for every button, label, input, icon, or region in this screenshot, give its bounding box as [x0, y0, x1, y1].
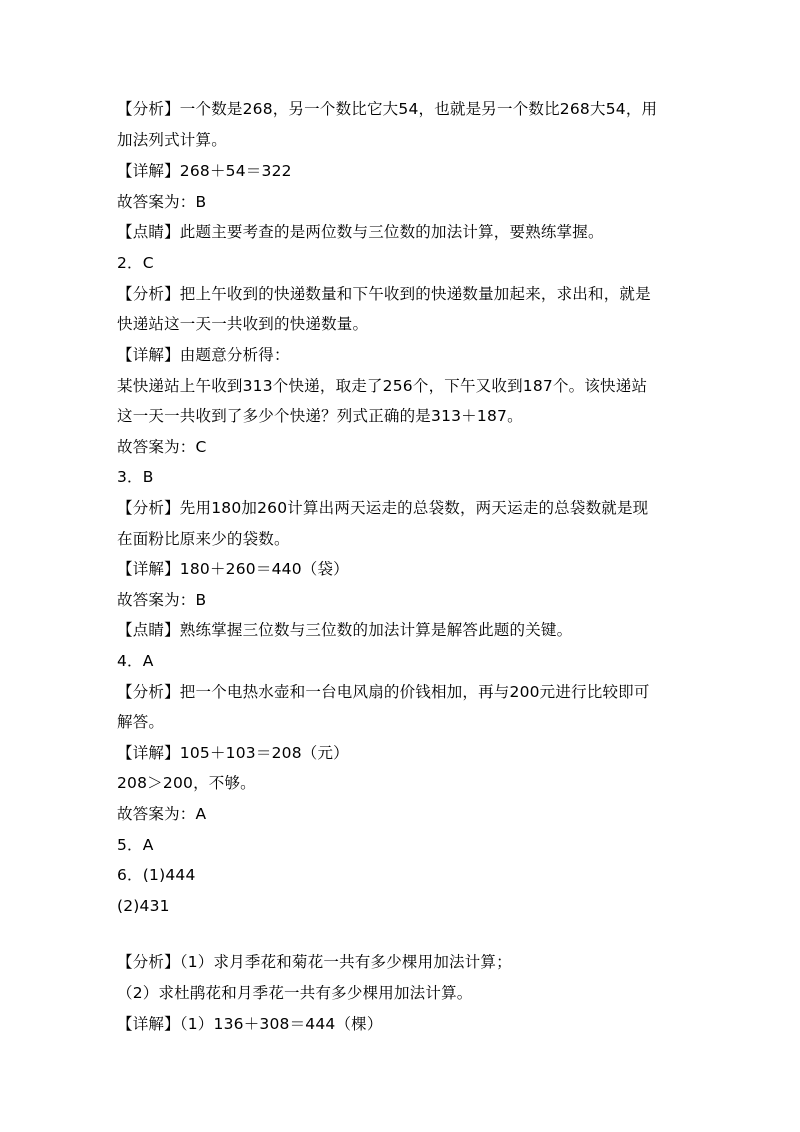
text-line: 【分析】先用180加260计算出两天运走的总袋数，两天运走的总袋数就是现 — [117, 499, 649, 517]
text-line: 【分析】一个数是268，另一个数比它大54，也就是另一个数比268大54，用 — [117, 100, 658, 118]
text-line: 某快递站上午收到313个快递，取走了256个，下午又收到187个。该快递站 — [117, 377, 648, 395]
text-line: (2)431 — [117, 897, 170, 915]
text-line: （2）求杜鹃花和月季花一共有多少棵用加法计算。 — [117, 984, 473, 1002]
text-line: 故答案为：B — [117, 193, 207, 211]
text-line: 【分析】把一个电热水壶和一台电风扇的价钱相加，再与200元进行比较即可 — [117, 683, 650, 701]
text-line: 【点睛】此题主要考查的是两位数与三位数的加法计算，要熟练掌握。 — [117, 223, 604, 241]
text-line: 5．A — [117, 836, 154, 854]
text-line: 解答。 — [117, 713, 165, 731]
text-line: 【详解】由题意分析得： — [117, 346, 290, 364]
text-line: 【点睛】熟练掌握三位数与三位数的加法计算是解答此题的关键。 — [117, 621, 573, 639]
text-line: 故答案为：C — [117, 438, 207, 456]
text-line: 3．B — [117, 468, 154, 486]
text-line: 【分析】（1）求月季花和菊花一共有多少棵用加法计算； — [117, 953, 512, 971]
text-line: 故答案为：B — [117, 591, 207, 609]
text-line: 故答案为：A — [117, 805, 207, 823]
text-line: 【详解】105＋103＝208（元） — [117, 744, 349, 762]
text-line: 快递站这一天一共收到的快递数量。 — [117, 315, 369, 333]
text-line: 在面粉比原来少的袋数。 — [117, 530, 290, 548]
text-line: 【详解】180＋260＝440（袋） — [117, 560, 349, 578]
text-line: 4．A — [117, 652, 154, 670]
text-line: 2．C — [117, 254, 154, 272]
text-line: 208＞200，不够。 — [117, 774, 256, 792]
text-line: 【详解】（1）136＋308＝444（棵） — [117, 1015, 383, 1033]
text-line: 【分析】把上午收到的快递数量和下午收到的快递数量加起来，求出和，就是 — [117, 285, 651, 303]
text-line: 【详解】268＋54＝322 — [117, 162, 292, 180]
text-line: 这一天一共收到了多少个快递？列式正确的是313＋187。 — [117, 407, 523, 425]
text-line: 加法列式计算。 — [117, 131, 227, 149]
text-line: 6．(1)444 — [117, 866, 196, 884]
